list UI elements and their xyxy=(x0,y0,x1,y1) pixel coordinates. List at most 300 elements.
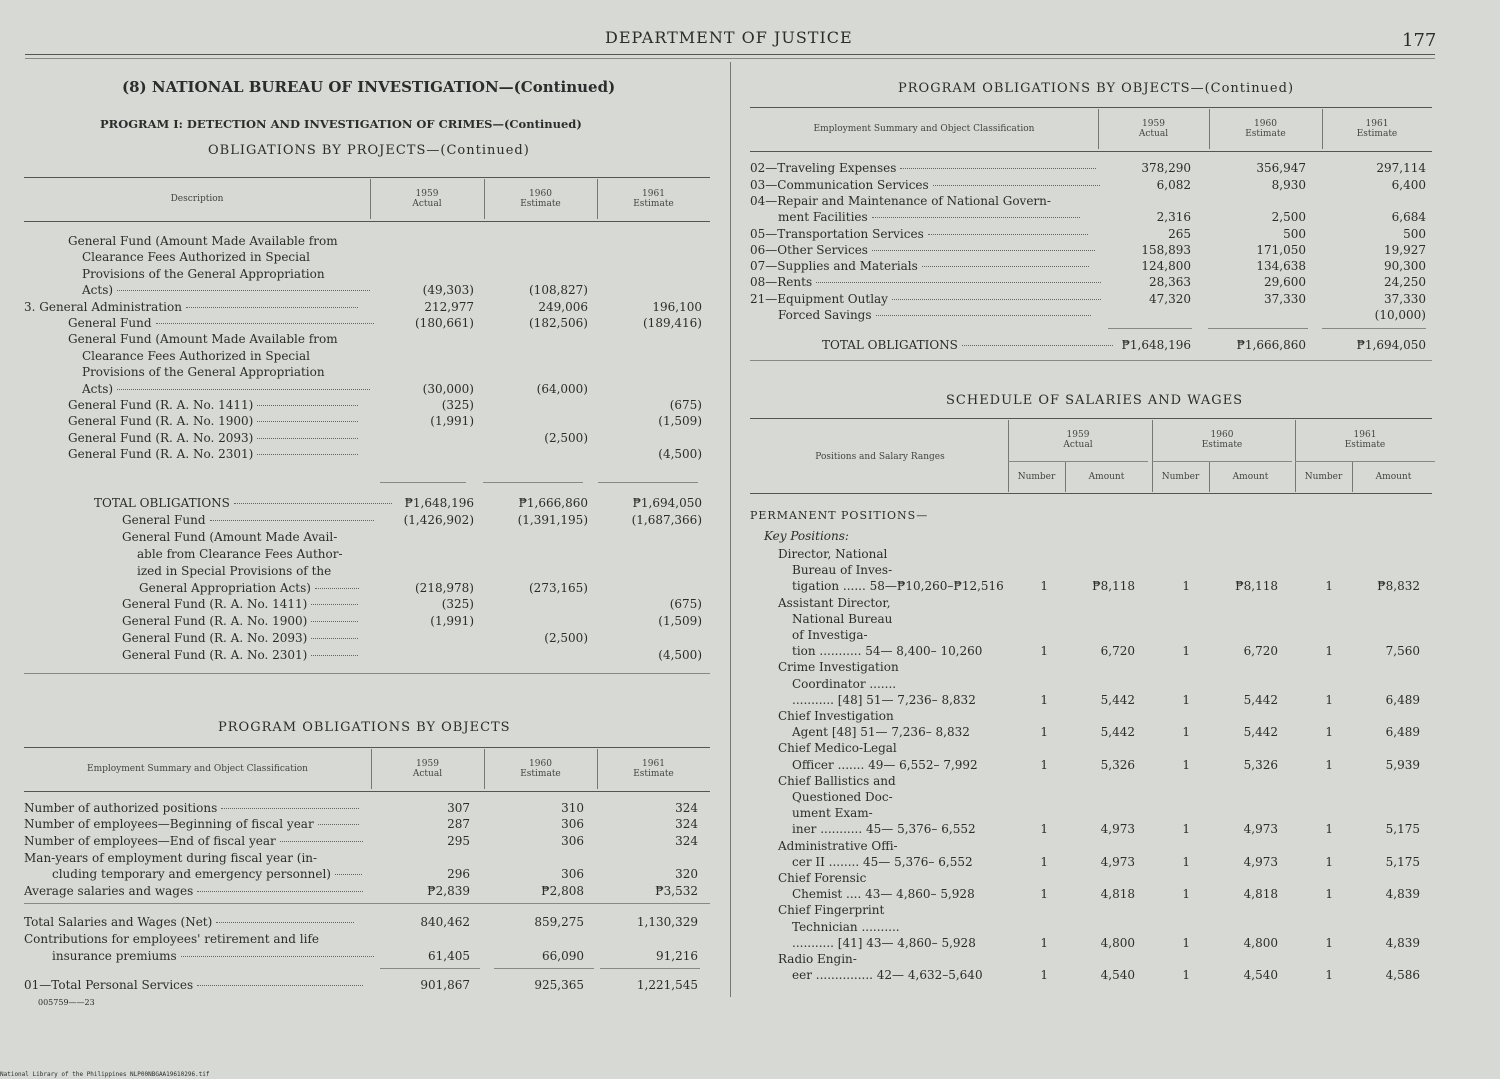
table-row-label: General Fund (R. A. No. 1900) xyxy=(122,613,358,629)
salary-amount: 4,818 xyxy=(1243,887,1278,902)
salary-amount: 5,326 xyxy=(1100,757,1135,772)
table-cell-value: 378,290 xyxy=(1141,161,1191,175)
salary-amount: 6,720 xyxy=(1100,644,1135,659)
leader-dots xyxy=(311,621,358,622)
table-row-label: 01—Total Personal Services xyxy=(24,977,363,993)
table-rule xyxy=(24,177,710,178)
leader-dots xyxy=(315,588,359,589)
table-cell-value: 37,330 xyxy=(1264,292,1306,306)
leader-dots xyxy=(280,841,363,842)
salary-position-line: Assistant Director, xyxy=(778,595,891,610)
table-cell-value: (30,000) xyxy=(422,381,474,396)
table-col-divider xyxy=(484,749,485,789)
col-header-year: 1960 Estimate xyxy=(520,189,561,209)
table-cell-value: (49,303) xyxy=(422,283,474,298)
salary-amount: 4,839 xyxy=(1385,887,1420,902)
leader-dots xyxy=(181,956,374,957)
table-cell-value: 324 xyxy=(675,801,698,815)
table-cell-value: 324 xyxy=(675,834,698,848)
table-cell-value: 24,250 xyxy=(1384,275,1426,289)
permanent-positions-label: PERMANENT POSITIONS— xyxy=(750,509,929,522)
table-cell-value: 28,363 xyxy=(1149,275,1191,289)
table-cell-value: (4,500) xyxy=(658,447,702,462)
salary-number: 1 xyxy=(1325,644,1333,659)
salary-position-line: Chief Medico-Legal xyxy=(778,741,897,756)
salary-amount: 4,839 xyxy=(1385,935,1420,950)
col-header-year: 1959 Actual xyxy=(412,759,443,779)
salary-position-line: tigation ...... 58—₱10,260–₱12,516 xyxy=(792,579,1004,594)
table-cell-value: (273,165) xyxy=(529,580,588,595)
salary-amount: ₱8,832 xyxy=(1377,579,1420,594)
table-cell-value: 158,893 xyxy=(1141,243,1191,257)
salary-amount: 6,489 xyxy=(1385,725,1420,740)
col-header-description: Description xyxy=(170,194,224,204)
table-row-label: able from Clearance Fees Author- xyxy=(137,546,343,561)
salary-number: 1 xyxy=(1040,725,1048,740)
table-cell-value: ₱1,648,196 xyxy=(1121,338,1191,352)
col-header-year: 1961 Estimate xyxy=(1356,119,1398,139)
salary-number: 1 xyxy=(1182,579,1190,594)
table-row-label: General Fund (R. A. No. 1411) xyxy=(122,596,358,612)
table-rule xyxy=(24,747,710,748)
table-row-label: 08—Rents xyxy=(750,274,1101,290)
table-rule xyxy=(24,221,710,222)
table-cell-value: 134,638 xyxy=(1256,259,1306,273)
table-cell-value: 2,500 xyxy=(1271,210,1306,224)
table-row-label: Number of authorized positions xyxy=(24,800,359,816)
table-cell-value: (1,991) xyxy=(430,414,474,429)
leader-dots xyxy=(311,655,358,656)
table-cell-value: 265 xyxy=(1168,227,1191,241)
col-header-amount: Amount xyxy=(1232,472,1269,482)
table-row-label: General Fund (R. A. No. 1900) xyxy=(68,413,358,429)
col-header-number: Number xyxy=(1017,472,1056,482)
table-row-label: 02—Traveling Expenses xyxy=(750,160,1096,176)
leader-dots xyxy=(900,168,1095,169)
salary-position-line: ument Exam- xyxy=(792,806,873,821)
page-number: 177 xyxy=(1402,30,1437,51)
col-header-description: Employment Summary and Object Classification xyxy=(87,764,308,774)
table-row-label: ized in Special Provisions of the xyxy=(137,563,332,578)
table-row-label: 3. General Administration xyxy=(24,299,358,315)
table-row-label: Acts) xyxy=(82,282,370,298)
salary-position-line: Chief Forensic xyxy=(778,871,867,885)
salary-number: 1 xyxy=(1325,968,1333,983)
salary-position-line: tion ........... 54— 8,400– 10,260 xyxy=(792,644,983,659)
right-objects-title: PROGRAM OBLIGATIONS BY OBJECTS—(Continued) xyxy=(898,81,1295,96)
leader-dots xyxy=(816,282,1101,283)
col-header-description: Employment Summary and Object Classification xyxy=(813,124,1035,134)
table-col-divider xyxy=(1209,109,1210,149)
leader-dots xyxy=(117,290,370,291)
table-col-divider xyxy=(1098,109,1099,149)
salary-position-line: Director, National xyxy=(778,547,888,561)
table-rule xyxy=(1295,461,1435,462)
salary-amount: 4,540 xyxy=(1243,968,1278,983)
salary-position-line: Coordinator ....... xyxy=(792,676,897,691)
table-rule xyxy=(750,151,1432,152)
leader-dots xyxy=(311,638,358,639)
col-header-positions: Positions and Salary Ranges xyxy=(815,452,945,462)
salary-number: 1 xyxy=(1325,692,1333,707)
leader-dots xyxy=(928,234,1089,235)
salary-position-line: Questioned Doc- xyxy=(792,790,893,804)
table-row-label: Contributions for employees' retirement and life xyxy=(24,932,320,946)
table-rule xyxy=(380,968,480,969)
salary-number: 1 xyxy=(1325,579,1333,594)
leader-dots xyxy=(318,824,359,825)
table-row-label: General Fund (R. A. No. 1411) xyxy=(68,397,358,413)
salary-amount: 4,586 xyxy=(1385,968,1420,983)
table-cell-value: ₱1,666,860 xyxy=(518,496,588,510)
salary-position-line: Agent [48] 51— 7,236– 8,832 xyxy=(792,725,970,740)
table-rule xyxy=(1008,461,1148,462)
salary-amount: 5,175 xyxy=(1385,822,1420,837)
table-col-divider xyxy=(484,179,485,219)
table-row-label: General Fund (R. A. No. 2301) xyxy=(122,647,358,663)
table-cell-value: 306 xyxy=(561,834,584,848)
program-title: PROGRAM I: DETECTION AND INVESTIGATION OF CRIMES—(Continued) xyxy=(100,117,582,131)
salary-number: 1 xyxy=(1182,968,1190,983)
table-row-label: General Fund (Amount Made Available from xyxy=(68,332,338,347)
salary-amount: 6,720 xyxy=(1243,644,1278,659)
obligations-title: OBLIGATIONS BY PROJECTS—(Continued) xyxy=(208,143,530,158)
table-row-label: Number of employees—End of fiscal year xyxy=(24,833,363,849)
salary-amount: 5,442 xyxy=(1243,692,1278,707)
table-row-label: Acts) xyxy=(82,381,370,397)
salary-amount: 5,442 xyxy=(1243,725,1278,740)
salary-number: 1 xyxy=(1182,757,1190,772)
col-header-year: 1959 Actual xyxy=(1063,430,1093,450)
table-row-label: General Fund (R. A. No. 2301) xyxy=(68,446,358,462)
table-cell-value: (189,416) xyxy=(643,316,702,330)
leader-dots xyxy=(872,250,1095,251)
footer-source: National Library of the Philippines NLP00NBGAA19610296.tif xyxy=(0,1071,210,1078)
leader-dots xyxy=(186,307,359,308)
table-row-label: General Appropriation Acts) xyxy=(139,580,359,596)
salary-position-line: Crime Investigation xyxy=(778,660,899,675)
table-col-divider xyxy=(597,179,598,219)
salary-number: 1 xyxy=(1040,935,1048,950)
table-cell-value: 19,927 xyxy=(1384,243,1426,257)
salary-position-line: eer ............... 42— 4,632–5,640 xyxy=(792,968,983,983)
table-cell-value: ₱2,808 xyxy=(541,884,584,898)
salary-amount: 4,973 xyxy=(1243,854,1278,869)
salary-amount: 4,973 xyxy=(1243,822,1278,837)
salary-position-line: cer II ........ 45— 5,376– 6,552 xyxy=(792,854,973,869)
page-header-title: DEPARTMENT OF JUSTICE xyxy=(605,28,853,47)
table-cell-value: 90,300 xyxy=(1384,259,1426,273)
salary-number: 1 xyxy=(1040,822,1048,837)
table-cell-value: 196,100 xyxy=(652,299,702,314)
table-cell-value: 500 xyxy=(1283,227,1306,241)
table-cell-value: 6,082 xyxy=(1156,178,1191,192)
table-cell-value: (4,500) xyxy=(658,648,702,663)
leader-dots xyxy=(311,604,358,605)
table-row-label: Man-years of employment during fiscal year (in- xyxy=(24,851,318,865)
table-row-label: 04—Repair and Maintenance of National Govern- xyxy=(750,194,1051,208)
col-header-year: 1961 Estimate xyxy=(1344,430,1386,450)
table-rule xyxy=(24,791,710,792)
table-rule xyxy=(24,673,710,674)
salary-position-line: Chemist .... 43— 4,860– 5,928 xyxy=(792,887,975,902)
table-row-label: Clearance Fees Authorized in Special xyxy=(82,348,310,363)
salary-amount: 4,800 xyxy=(1243,935,1278,950)
salary-amount: ₱8,118 xyxy=(1092,579,1135,594)
table-cell-value: (180,661) xyxy=(415,316,474,330)
leader-dots xyxy=(933,185,1101,186)
table-cell-value: (1,687,366) xyxy=(631,512,702,527)
table-row-label: General Fund (R. A. No. 2093) xyxy=(68,430,358,446)
table-row-label: General Fund (Amount Made Available from xyxy=(68,234,338,248)
salary-position-line: Chief Investigation xyxy=(778,709,894,723)
salary-position-line: ........... [41] 43— 4,860– 5,928 xyxy=(792,935,976,950)
salary-number: 1 xyxy=(1325,854,1333,869)
table-cell-value: 324 xyxy=(675,817,698,831)
salary-amount: 7,560 xyxy=(1385,644,1420,659)
table-cell-value: 500 xyxy=(1403,227,1426,241)
section-title: (8) NATIONAL BUREAU OF INVESTIGATION—(Continued) xyxy=(122,78,616,96)
table-cell-value: ₱1,648,196 xyxy=(404,496,474,510)
salary-number: 1 xyxy=(1182,725,1190,740)
table-cell-value: (1,509) xyxy=(658,414,702,429)
col-header-year: 1961 Estimate xyxy=(633,759,674,779)
salary-amount: 5,442 xyxy=(1100,725,1135,740)
table-row-label: cluding temporary and emergency personnel) xyxy=(52,866,362,882)
table-row-label: General Fund xyxy=(122,512,374,528)
table-cell-value: (1,391,195) xyxy=(517,512,588,527)
table-rule xyxy=(483,482,583,483)
table-cell-value: 91,216 xyxy=(656,949,698,963)
table-cell-value: 66,090 xyxy=(542,949,584,963)
header-rule-2 xyxy=(25,58,1435,59)
table-cell-value: 859,275 xyxy=(534,915,584,929)
table-cell-value: (325) xyxy=(441,597,474,612)
table-cell-value: 320 xyxy=(675,867,698,881)
salary-number: 1 xyxy=(1325,822,1333,837)
table-cell-value: 310 xyxy=(561,801,584,815)
table-row-label: 03—Communication Services xyxy=(750,177,1100,193)
table-cell-value: (2,500) xyxy=(544,430,588,445)
table-cell-value: 249,006 xyxy=(538,299,588,314)
table-rule xyxy=(750,493,1432,494)
table-row-label: Number of employees—Beginning of fiscal year xyxy=(24,816,359,832)
table-cell-value: 2,316 xyxy=(1156,210,1191,224)
salary-position-line: Chief Fingerprint xyxy=(778,903,885,918)
leader-dots xyxy=(257,438,358,439)
table-row-label: TOTAL OBLIGATIONS xyxy=(94,495,392,511)
column-divider xyxy=(730,62,731,997)
table-cell-value: 901,867 xyxy=(420,978,470,992)
salary-number: 1 xyxy=(1182,822,1190,837)
left-objects-title: PROGRAM OBLIGATIONS BY OBJECTS xyxy=(218,720,511,735)
table-cell-value: 306 xyxy=(561,817,584,831)
table-cell-value: ₱1,694,050 xyxy=(632,496,702,510)
salary-position-line: of Investiga- xyxy=(792,628,868,642)
table-cell-value: (675) xyxy=(669,597,702,612)
table-col-divider xyxy=(371,749,372,789)
salary-number: 1 xyxy=(1325,725,1333,740)
table-row-label: 21—Equipment Outlay xyxy=(750,291,1101,307)
col-header-amount: Amount xyxy=(1375,472,1412,482)
leader-dots xyxy=(197,891,363,892)
table-rule xyxy=(600,968,700,969)
table-rule xyxy=(1322,328,1426,329)
table-cell-value: (182,506) xyxy=(529,316,588,330)
table-rule xyxy=(1108,328,1192,329)
salary-number: 1 xyxy=(1325,757,1333,772)
leader-dots xyxy=(876,315,1091,316)
table-rule xyxy=(380,482,466,483)
salary-number: 1 xyxy=(1040,692,1048,707)
table-cell-value: 295 xyxy=(447,834,470,848)
salary-position-line: ........... [48] 51— 7,236– 8,832 xyxy=(792,692,976,707)
table-cell-value: 29,600 xyxy=(1264,275,1306,289)
table-cell-value: 297,114 xyxy=(1376,161,1426,175)
table-cell-value: 356,947 xyxy=(1256,161,1306,175)
table-row-label: Provisions of the General Appropriation xyxy=(82,365,325,380)
table-row-label: 05—Transportation Services xyxy=(750,226,1088,242)
table-cell-value: 307 xyxy=(447,801,470,815)
table-cell-value: 1,130,329 xyxy=(636,915,698,929)
print-code: 005759——23 xyxy=(38,998,95,1007)
table-rule xyxy=(1208,328,1308,329)
leader-dots xyxy=(156,323,374,324)
table-rule xyxy=(750,107,1432,108)
table-cell-value: 296 xyxy=(447,867,470,881)
salary-position-line: National Bureau xyxy=(792,611,893,626)
table-cell-value: (218,978) xyxy=(415,580,474,595)
col-header-year: 1961 Estimate xyxy=(633,189,674,209)
salary-number: 1 xyxy=(1040,968,1048,983)
table-row-label: Clearance Fees Authorized in Special xyxy=(82,250,310,265)
col-header-year: 1960 Estimate xyxy=(520,759,561,779)
salary-number: 1 xyxy=(1040,854,1048,869)
table-rule xyxy=(750,418,1432,419)
table-row-label: 06—Other Services xyxy=(750,242,1095,258)
salary-position-line: Bureau of Inves- xyxy=(792,563,893,578)
leader-dots xyxy=(210,520,374,521)
table-cell-value: (1,509) xyxy=(658,614,702,629)
table-cell-value: 1,221,545 xyxy=(636,978,698,992)
salary-position-line: Administrative Offi- xyxy=(778,838,898,853)
salary-amount: 4,540 xyxy=(1100,968,1135,983)
leader-dots xyxy=(257,421,358,422)
table-cell-value: (10,000) xyxy=(1374,308,1426,322)
table-row-label: insurance premiums xyxy=(52,948,374,964)
table-cell-value: (2,500) xyxy=(544,631,588,646)
table-rule xyxy=(598,482,698,483)
table-col-divider xyxy=(370,179,371,219)
table-row-label: General Fund xyxy=(68,315,374,331)
salary-position-line: iner ........... 45— 5,376– 6,552 xyxy=(792,822,976,837)
table-cell-value: 171,050 xyxy=(1256,243,1306,257)
table-cell-value: 306 xyxy=(561,867,584,881)
table-row-label: ment Facilities xyxy=(778,209,1080,225)
col-header-year: 1959 Actual xyxy=(412,189,442,209)
table-row-label: 07—Supplies and Materials xyxy=(750,258,1089,274)
table-row-label: Provisions of the General Appropriation xyxy=(82,266,325,281)
salary-number: 1 xyxy=(1325,935,1333,950)
salary-amount: 4,973 xyxy=(1100,854,1135,869)
table-cell-value: ₱2,839 xyxy=(427,884,470,898)
table-rule xyxy=(24,903,710,904)
table-row-label: Total Salaries and Wages (Net) xyxy=(24,914,354,930)
salary-number: 1 xyxy=(1182,692,1190,707)
table-col-divider xyxy=(597,749,598,789)
table-cell-value: 287 xyxy=(447,817,470,831)
table-cell-value: 8,930 xyxy=(1271,178,1306,192)
table-cell-value: 6,400 xyxy=(1391,178,1426,192)
salary-amount: 5,175 xyxy=(1385,854,1420,869)
table-cell-value: (1,426,902) xyxy=(403,512,474,527)
table-cell-value: (1,991) xyxy=(430,614,474,629)
table-cell-value: 47,320 xyxy=(1149,292,1191,306)
salary-amount: 4,800 xyxy=(1100,935,1135,950)
table-cell-value: 61,405 xyxy=(428,949,470,963)
col-header-number: Number xyxy=(1304,472,1343,482)
salary-number: 1 xyxy=(1040,644,1048,659)
salary-number: 1 xyxy=(1182,854,1190,869)
table-cell-value: ₱3,532 xyxy=(655,884,698,898)
salary-amount: 5,939 xyxy=(1385,757,1420,772)
salary-number: 1 xyxy=(1040,887,1048,902)
table-row-label: Forced Savings xyxy=(778,307,1091,323)
salary-position-line: Officer ....... 49— 6,552– 7,992 xyxy=(792,757,978,772)
salaries-title: SCHEDULE OF SALARIES AND WAGES xyxy=(946,393,1244,408)
salary-number: 1 xyxy=(1182,887,1190,902)
salary-number: 1 xyxy=(1182,935,1190,950)
col-header-amount: Amount xyxy=(1088,472,1125,482)
salary-amount: 5,326 xyxy=(1243,757,1278,772)
table-cell-value: ₱1,694,050 xyxy=(1356,338,1426,352)
table-rule xyxy=(494,968,594,969)
salary-position-line: Radio Engin- xyxy=(778,952,857,966)
table-col-divider xyxy=(1322,109,1323,149)
table-cell-value: ₱1,666,860 xyxy=(1236,338,1306,352)
leader-dots xyxy=(117,389,370,390)
table-cell-value: 212,977 xyxy=(424,299,474,314)
leader-dots xyxy=(335,874,362,875)
leader-dots xyxy=(216,922,354,923)
table-cell-value: 840,462 xyxy=(420,915,470,929)
col-header-year: 1959 Actual xyxy=(1138,119,1169,139)
salary-amount: 4,818 xyxy=(1100,887,1135,902)
salary-position-line: Technician .......... xyxy=(792,919,900,934)
table-rule xyxy=(1152,461,1292,462)
table-cell-value: (675) xyxy=(669,398,702,412)
leader-dots xyxy=(257,405,358,406)
table-row-label: General Fund (Amount Made Avail- xyxy=(122,529,338,544)
table-cell-value: 37,330 xyxy=(1384,292,1426,306)
salary-number: 1 xyxy=(1325,887,1333,902)
table-rule xyxy=(750,360,1432,361)
salary-position-line: Chief Ballistics and xyxy=(778,773,896,788)
salary-number: 1 xyxy=(1182,644,1190,659)
leader-dots xyxy=(922,266,1090,267)
leader-dots xyxy=(221,808,359,809)
table-row-label: Average salaries and wages xyxy=(24,883,363,899)
table-cell-value: (64,000) xyxy=(536,381,588,396)
leader-dots xyxy=(257,454,358,455)
table-cell-value: (108,827) xyxy=(529,283,588,298)
table-cell-value: (325) xyxy=(441,398,474,412)
table-cell-value: 925,365 xyxy=(534,978,584,992)
salary-number: 1 xyxy=(1040,757,1048,772)
table-row-label: General Fund (R. A. No. 2093) xyxy=(122,630,358,646)
salary-number: 1 xyxy=(1040,579,1048,594)
leader-dots xyxy=(197,985,363,986)
